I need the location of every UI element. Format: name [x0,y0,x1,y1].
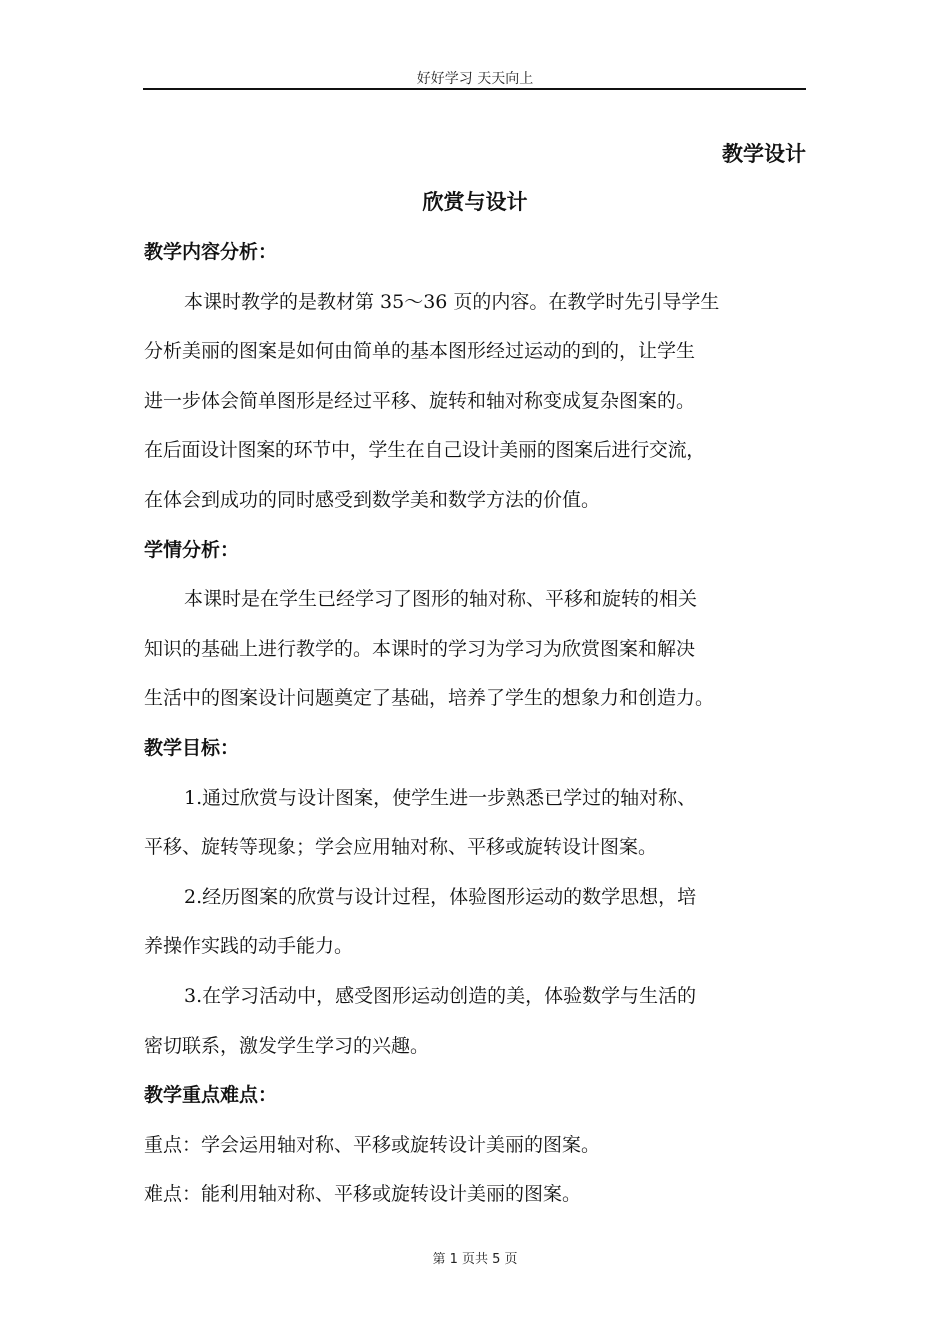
paragraph-line: 在后面设计图案的环节中，学生在自己设计美丽的图案后进行交流， [144,439,706,462]
paragraph-line: 知识的基础上进行教学的。本课时的学习为学习为欣赏图案和解决 [144,637,696,660]
document-title: 欣赏与设计 [422,190,528,214]
paragraph-line: 3.在学习活动中，感受图形运动创造的美，体验数学与生活的 [184,984,697,1007]
paragraph-line: 本课时教学的是教材第 35～36 页的内容。在教学时先引导学生 [184,290,720,313]
goal-item-3 [144,972,808,1071]
header-divider [143,88,806,90]
goal-item-2 [144,873,808,972]
paragraph-line: 1.通过欣赏与设计图案，使学生进一步熟悉已学过的轴对称、 [184,786,697,809]
key-point-difficulty: 难点：能利用轴对称、平移或旋转设计美丽的图案。 [144,1183,582,1206]
paragraph-line: 本课时是在学生已经学习了图形的轴对称、平移和旋转的相关 [184,588,698,611]
paragraph-line: 生活中的图案设计问题奠定了基础，培养了学生的想象力和创造力。 [144,687,715,710]
paragraph-line: 进一步体会简单图形是经过平移、旋转和轴对称变成复杂图案的。 [144,389,696,412]
section-heading-key-points: 教学重点难点： [144,1084,278,1107]
paragraph-student-analysis [144,575,808,724]
paragraph-content-analysis [144,278,808,526]
page-number-footer: 第 1 页共 5 页 [432,1252,518,1267]
paragraph-line: 分析美丽的图案是如何由简单的基本图形经过运动的到的，让学生 [144,340,696,363]
document-type-label: 教学设计 [722,142,806,166]
document-body [144,228,808,1220]
key-point-focus: 重点：学会运用轴对称、平移或旋转设计美丽的图案。 [144,1133,601,1156]
paragraph-line: 密切联系，激发学生学习的兴趣。 [144,1034,430,1057]
paragraph-line: 平移、旋转等现象；学会应用轴对称、平移或旋转设计图案。 [144,836,658,859]
section-heading-content-analysis: 教学内容分析： [144,241,278,263]
section-heading-student-analysis: 学情分析： [144,538,240,561]
section-heading-goals: 教学目标： [144,736,240,759]
paragraph-line: 2.经历图案的欣赏与设计过程，体验图形运动的数学思想，培 [184,885,697,908]
goal-item-1 [144,774,808,873]
paragraph-line: 养操作实践的动手能力。 [144,935,354,958]
paragraph-line: 在体会到成功的同时感受到数学美和数学方法的价值。 [144,488,601,511]
page-header-text: 好好学习 天天向上 [416,71,534,87]
